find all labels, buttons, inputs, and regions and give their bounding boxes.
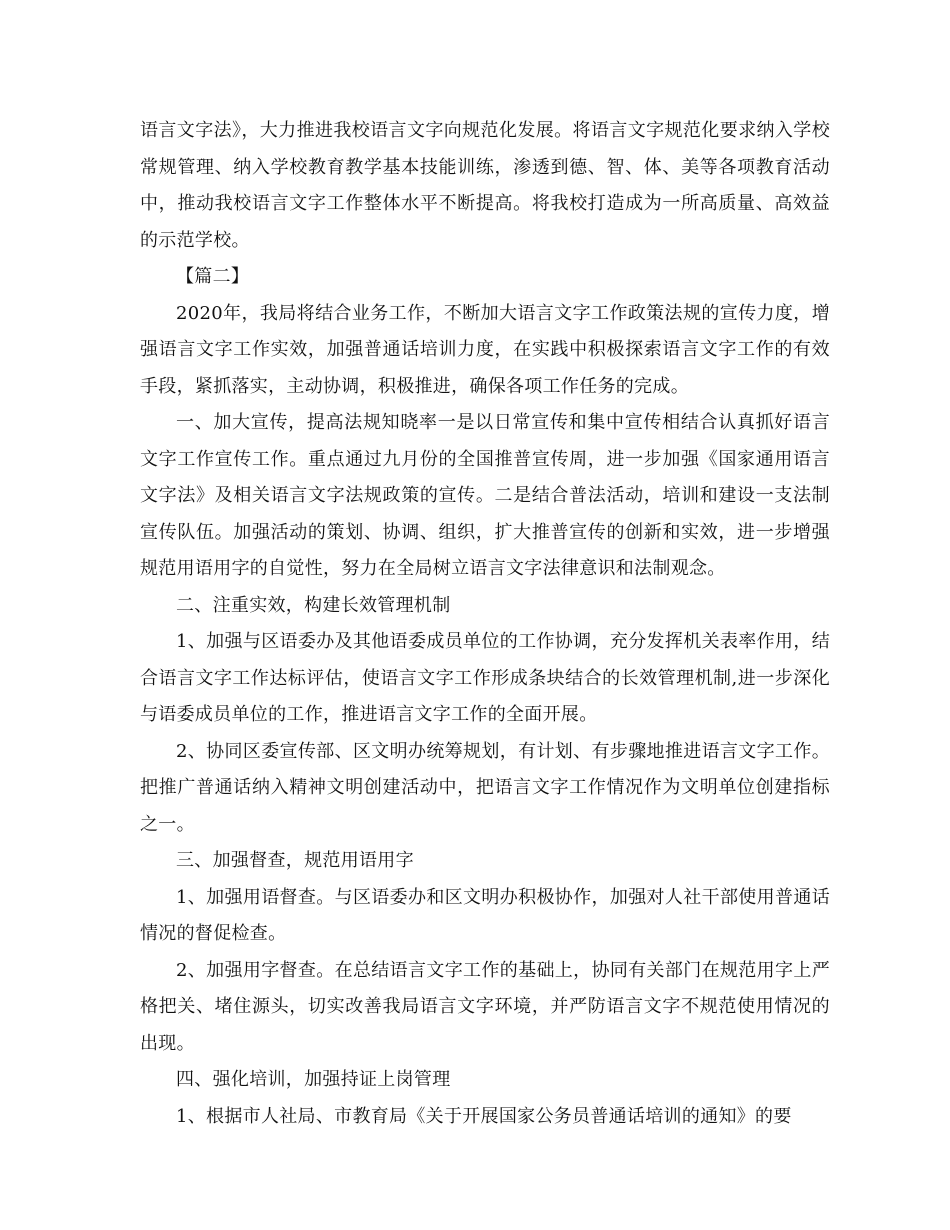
paragraph-continuation: 语言文字法》，大力推进我校语言文字向规范化发展。将语言文字规范化要求纳入学校常规管理、纳入学校教育教学基本技能训练，渗透到德、智、体、美等各项教育活动中，推动我校语言文字工作整体水平不断提高。将我校打造成为一所高质量、高效益的示范学校。 bbox=[140, 120, 830, 251]
paragraph-speech-supervision: 1、加强用语督查。与区语委办和区文明办积极协作，加强对人社干部使用普通话情况的督促检查。 bbox=[140, 886, 830, 944]
paragraph-training-notice: 1、根据市人社局、市教育局《关于开展国家公务员普通话培训的通知》的要 bbox=[176, 1105, 792, 1127]
paragraph-publicity: 一、加大宣传，提高法规知晓率一是以日常宣传和集中宣传相结合认真抓好语言文字工作宣传工作。重点通过九月份的全国推普宣传周，进一步加强《国家通用语言文字法》及相关语言文字法规政策的宣传。二是结合普法活动，培训和建设一支法制宣传队伍。加强活动的策划、协调、组织，扩大推普宣传的创新和实效，进一步增强规范用语用字的自觉性，努力在全局树立语言文字法律意识和法制观念。 bbox=[140, 412, 830, 579]
paragraph-coordination: 1、加强与区语委办及其他语委成员单位的工作协调，充分发挥机关表率作用，结合语言文字工作达标评估，使语言文字工作形成条块结合的长效管理机制,进一步深化与语委成员单位的工作，推进语言文字工作的全面开展。 bbox=[140, 631, 830, 725]
paragraph-intro: 2020年，我局将结合业务工作，不断加大语言文字工作政策法规的宣传力度，增强语言文字工作实效，加强普通话培训力度，在实践中积极探索语言文字工作的有效手段，紧抓落实，主动协调，积极推进，确保各项工作任务的完成。 bbox=[140, 302, 830, 397]
paragraph-planning: 2、协同区委宣传部、区文明办统筹规划，有计划、有步骤地推进语言文字工作。把推广普通话纳入精神文明创建活动中，把语言文字工作情况作为文明单位创建指标之一。 bbox=[140, 740, 830, 835]
heading-supervision: 三、加强督查，规范用语用字 bbox=[176, 850, 414, 871]
heading-training: 四、强化培训，加强持证上岗管理 bbox=[176, 1069, 451, 1090]
section-heading-pian-er: 【篇二】 bbox=[176, 266, 250, 287]
heading-effectiveness: 二、注重实效，构建长效管理机制 bbox=[176, 594, 451, 616]
paragraph-writing-supervision: 2、加强用字督查。在总结语言文字工作的基础上，协同有关部门在规范用字上严格把关、堵住源头，切实改善我局语言文字环境，并严防语言文字不规范使用情况的出现。 bbox=[140, 959, 830, 1054]
document-body bbox=[140, 113, 830, 1135]
